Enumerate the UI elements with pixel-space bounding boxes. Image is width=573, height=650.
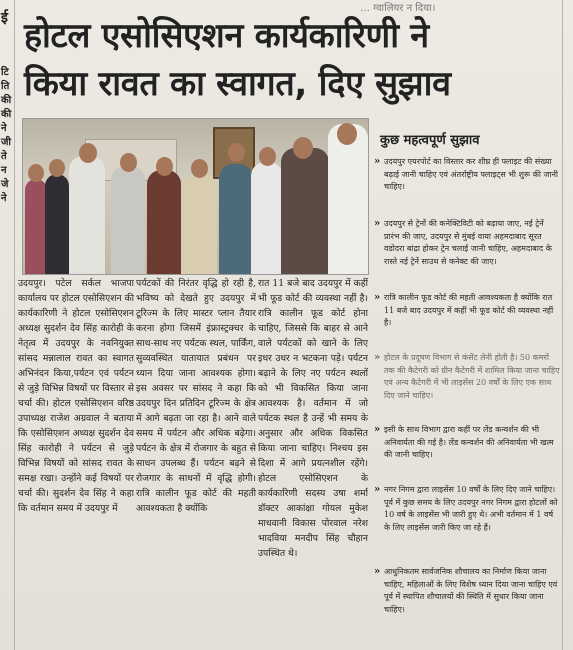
left-strip-top-char: ई — [1, 10, 8, 26]
person-head — [259, 147, 276, 166]
person-figure — [328, 124, 368, 274]
person-head — [79, 143, 97, 163]
suggestion-text: नगर निगम द्वारा लाइसेंस 10 वर्षों के लिए दिए जाने चाहिए। पूर्व में कुछ समय के लिए उदयपुर नगर निगम द्वारा होटलों को 10 वर्ष के लाइसेंस भी जारी हुए थे। अभी वर्तमान में 1 वर्ष के लिए लाइसेंस जारी किए जा रहे हैं। — [384, 485, 558, 532]
headline-line-1: होटल एसोसिएशन कार्यकारिणी ने — [24, 16, 429, 56]
left-strip-char: जी — [1, 137, 12, 148]
bullet-icon: » — [374, 424, 381, 435]
left-strip-char: की — [1, 95, 12, 106]
group-photo — [22, 118, 369, 275]
left-strip-char: की — [1, 109, 12, 120]
person-figure — [25, 179, 47, 274]
person-head — [156, 157, 173, 176]
suggestion-text: इसी के साथ विभाग द्वारा कहीं पर लेंड कन्वर्शन की भी अनिवार्यता की गई है। लेंड कन्वर्शन की अनिवार्यता भी खत्म की जानी चाहिए। — [384, 425, 554, 460]
person-head — [28, 164, 44, 182]
left-strip-char: टि — [1, 67, 9, 78]
suggestion-item — [374, 424, 560, 462]
left-strip-char: ति — [1, 81, 10, 92]
suggestion-text: होटल के प्रदूषण विभाग से कंसेंट लेनी होती है। 50 कमरों तक की कैटेगरी को ग्रीन कैटेगरी में शामिल किया जाना चाहिए एवं अन्य कैटेगरी में भी लाइसेंस 20 वर्षों के लिए एक साथ दिए जाने चाहिए। — [384, 353, 560, 400]
person-head — [120, 153, 137, 172]
left-strip-char: जे — [1, 179, 9, 190]
left-strip-char: ने — [1, 123, 7, 134]
suggestion-item — [374, 292, 560, 330]
person-figure — [281, 148, 329, 274]
person-figure — [111, 166, 145, 274]
suggestions-sidebar — [370, 118, 564, 650]
person-head — [293, 137, 313, 159]
top-snippet: … ग्वालियर न दिया। — [360, 3, 436, 14]
person-head — [337, 123, 357, 145]
adjacent-column-left — [0, 0, 15, 650]
article-column-3 — [258, 276, 368, 561]
person-head — [49, 159, 65, 177]
suggestion-text: आधुनिकतम सार्वजनिक शौचालय का निर्माण किया जाना चाहिए, महिलाओं के लिए विशेष ध्यान दिया जाना चाहिए एवं पूर्व में स्थापित शौचालयों की स्थिति में सुधार किया जाना चाहिए। — [384, 567, 558, 614]
bullet-icon: » — [374, 218, 381, 229]
sidebar-title: कुछ महत्वपूर्ण सुझाव — [380, 133, 480, 148]
article-body — [18, 276, 368, 648]
person-figure — [69, 156, 105, 274]
bullet-icon: » — [374, 156, 381, 167]
article-paragraph: पर्यटकों की निरंतर वृद्धि हो रही है, भविष्य को देखते हुए उदयपुर में टूरिज्म के लिए मास्टर प्लान तैयार करना होगा जिसमें इंफ्रास्ट्रक्चर के साथ-साथ नए पर्यटक स्थल, पार्किंग, सुव्यवस्थित यातायात प्रबंधन पर ध्यान दिया जाना आवश्यक होगा। इस अवसर पर सांसद ने कहा कि उदयपुर दिन प्रतिदिन टूरिज्म के क्षेत्र में आगे बढ़ता जा रहा है। आने वाले समय में पर्यटन और अधिक बढ़ेगा। पर्यटन के क्षेत्र में रोजगार के बहुत से साधन उपलब्ध हैं। पर्यटन बढ़ने से रोजगार के साधनों में वृद्धि होगी। रात्रि कालीन फूड कोर्ट की महती आवश्यकता है क्योंकि — [136, 278, 256, 514]
suggestion-item — [374, 218, 560, 268]
suggestion-text: उदयपुर से ट्रेनों की कनेक्टिविटी को बढ़ाया जाए, नई ट्रेनें प्रारंभ की जाए, उदयपुर से मुंबई वाया अहमदाबाद सूरत वडोदरा बांद्रा होकर ट्रेन चलाई जानी चाहिए, अहमदाबाद के रास्ते नई ट्रेनें साउथ से कनेक्ट की जाए। — [384, 219, 552, 266]
headline — [24, 12, 564, 108]
suggestion-item — [374, 566, 560, 616]
person-figure — [219, 164, 253, 274]
bullet-icon: » — [374, 484, 381, 495]
person-figure — [147, 170, 181, 274]
article-paragraph: रात 11 बजे बाद उदयपुर में कहीं भी फूड कोर्ट की व्यवस्था नहीं है। रात्रि कालीन फूड कोर्ट होना चाहिए, जिससे कि बाहर से आने वाले पर्यटकों को खाने के लिए इधर उधर न भटकना पड़े। पर्यटन बढ़ाने के लिए नए पर्यटन स्थलों को भी विकसित किया जाना आवश्यक है। वर्तमान में जो पर्यटक स्थल है उन्हें भी समय के अनुसार और अधिक विकसित किया जाना चाहिए। निश्चय इस दिशा में आगे प्रयत्नशील रहेंगे। होटल एसोसिएशन के कार्यकारिणी सदस्य उषा शर्मा डॉक्टर आकांक्षा गोयल मुकेश माधवानी विकास पोरवाल नरेश भादविया मनदीप सिंह चौहान उपस्थित थे। — [258, 278, 368, 559]
person-figure — [181, 174, 217, 274]
suggestion-text: रात्रि कालीन फूड कोर्ट की महती आवश्यकता है क्योंकि रात 11 बजे बाद उदयपुर में कहीं भी फूड कोर्ट की व्यवस्था नहीं है। — [384, 293, 554, 328]
headline-line-2: किया रावत का स्वागत, दिए सुझाव — [24, 64, 451, 104]
left-strip-char: ने — [1, 193, 7, 204]
person-figure — [45, 174, 69, 274]
article-paragraph: उदयपुर। पटेल सर्कल भाजपा कार्यालय पर होटल एसोसिएशन की कार्यकारिणी ने होटल एसोसिएशन अध्यक्ष सुदर्शन देव सिंह कारोही के नेतृत्व में उदयपुर के नवनियुक्त सांसद मन्नालाल रावत का स्वागत अभिनंदन किया,पर्यटन एवं पर्यटन से जुड़े विभिन्न विषयों पर विस्तार से चर्चा की। होटल एसोसिएशन वरिष्ठ उपाध्यक्ष राजेश अग्रवाल ने बताया कि एसोसिएशन अध्यक्ष सुदर्शन देव सिंह कारोही ने पर्यटन से जुड़े विभिन्न विषयों को सांसद रावत के समक्ष रखा। उन्होंने कई विषयों पर चर्चा की। सुदर्शन देव सिंह ने कहा कि वर्तमान समय में उदयपुर में — [18, 278, 134, 514]
bullet-icon: » — [374, 292, 381, 303]
person-head — [191, 159, 208, 178]
suggestion-item — [374, 484, 560, 534]
person-head — [228, 143, 245, 162]
article-column-2 — [136, 276, 256, 516]
suggestion-item — [374, 352, 560, 402]
suggestion-item — [374, 156, 560, 194]
left-strip-char: न — [1, 165, 7, 176]
left-strip-char: ते — [1, 151, 7, 162]
bullet-icon: » — [374, 566, 381, 577]
person-figure — [251, 162, 283, 274]
suggestion-text: उदयपुर एयरपोर्ट का विस्तार कर शीघ्र ही फ्लाइट की संख्या बढ़ाई जानी चाहिए एवं अंतर्राष्ट्रीय फ्लाइट्स भी शुरू की जानी चाहिए। — [384, 157, 558, 192]
bullet-icon: » — [374, 352, 381, 363]
article-column-1 — [18, 276, 134, 516]
